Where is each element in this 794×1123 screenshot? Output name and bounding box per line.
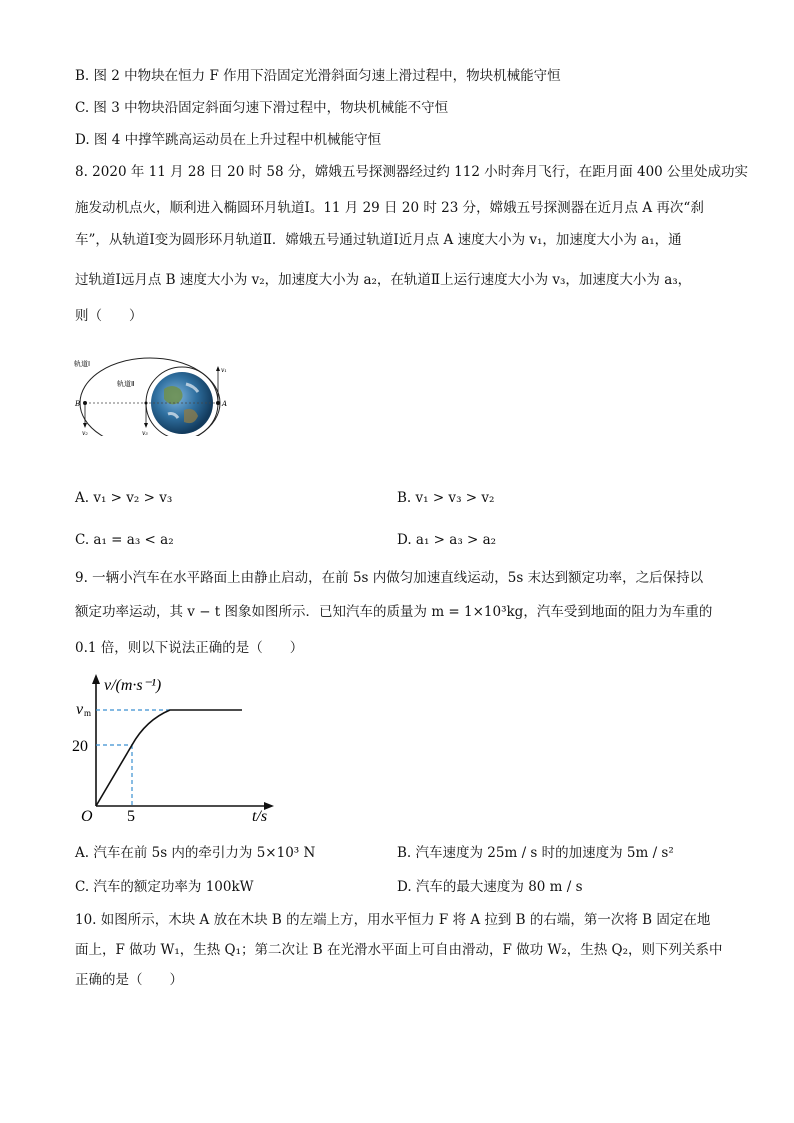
q8-stem-line3: 车”，从轨道Ⅰ变为圆形环月轨道Ⅱ．嫦娥五号通过轨道Ⅰ近月点 A 速度大小为 v₁，加速度大小为 a₁，通 [75,232,682,248]
v2-label: v₂ [82,430,88,436]
q9-option-b: B. 汽车速度为 25m / s 时的加速度为 5m / s² [397,845,674,861]
q9-stem-line1: 9. 一辆小汽车在水平路面上由静止启动，在前 5s 内做匀加速直线运动，5s 末达到额定功率，之后保持以 [75,570,704,586]
q8-option-d: D. a₁ > a₃ > a₂ [397,532,497,548]
q10-stem-line2: 面上，F 做功 W₁，生热 Q₁；第二次让 B 在光滑水平面上可自由滑动，F 做功 W₂，生热 Q₂，则下列关系中 [75,942,723,958]
tick-20-label: 20 [72,738,88,755]
q9-option-d: D. 汽车的最大速度为 80 m / s [397,879,583,895]
q8-option-b: B. v₁ > v₃ > v₂ [397,490,495,506]
point-a-label: A [222,400,228,408]
q8-stem-line5: 则（ ） [75,308,143,324]
orbit-figure [72,344,242,436]
vm-label-sub: m [84,708,92,718]
v1-label: v₁ [221,367,227,374]
orbit2-label: 轨道Ⅱ [117,380,135,388]
q8-stem-line2: 施发动机点火，顺利进入椭圆环月轨道Ⅰ。11 月 29 日 20 时 23 分，嫦娥五号探测器在近月点 A 再次“刹 [75,200,704,216]
q10-stem-line3: 正确的是（ ） [75,972,183,988]
x-axis-label: t/s [252,808,268,824]
point-b-label: B [75,400,81,408]
q9-option-a: A. 汽车在前 5s 内的牵引力为 5×10³ N [75,845,316,861]
q7-option-d: D. 图 4 中撑竿跳高运动员在上升过程中机械能守恒 [75,132,382,148]
origin-label: O [81,808,93,824]
q8-stem-line4: 过轨道Ⅰ远月点 B 速度大小为 v₂，加速度大小为 a₂，在轨道Ⅱ上运行速度大小为 v₃，加速度大小为 a₃， [75,272,692,288]
q9-option-c: C. 汽车的额定功率为 100kW [75,879,254,895]
y-axis-label: v/(m·s⁻¹) [104,677,162,694]
vt-graph [72,672,282,824]
orbit1-label: 轨道Ⅰ [74,360,91,368]
q9-stem-line2: 额定功率运动，其 v − t 图象如图所示．已知汽车的质量为 m = 1×10³kg，汽车受到地面的阻力为车重的 [75,604,713,620]
q7-option-c: C. 图 3 中物块沿固定斜面匀速下滑过程中，物块机械能不守恒 [75,100,449,116]
vm-label: v [76,701,84,718]
q7-option-b: B. 图 2 中物块在恒力 F 作用下沿固定光滑斜面匀速上滑过程中，物块机械能守恒 [75,68,561,84]
v3-label: v₃ [142,430,148,436]
q8-stem-line1: 8. 2020 年 11 月 28 日 20 时 58 分，嫦娥五号探测器经过约 112 小时奔月飞行，在距月面 400 公里处成功实 [75,164,749,180]
q9-stem-line3: 0.1 倍，则以下说法正确的是（ ） [75,640,304,656]
vt-curve [96,710,242,806]
q8-option-c: C. a₁ = a₃ < a₂ [75,532,174,548]
q10-stem-line1: 10. 如图所示，木块 A 放在木块 B 的左端上方，用水平恒力 F 将 A 拉到 B 的右端，第一次将 B 固定在地 [75,912,711,928]
tick-5-label: 5 [127,808,135,824]
q8-option-a: A. v₁ > v₂ > v₃ [75,490,173,506]
